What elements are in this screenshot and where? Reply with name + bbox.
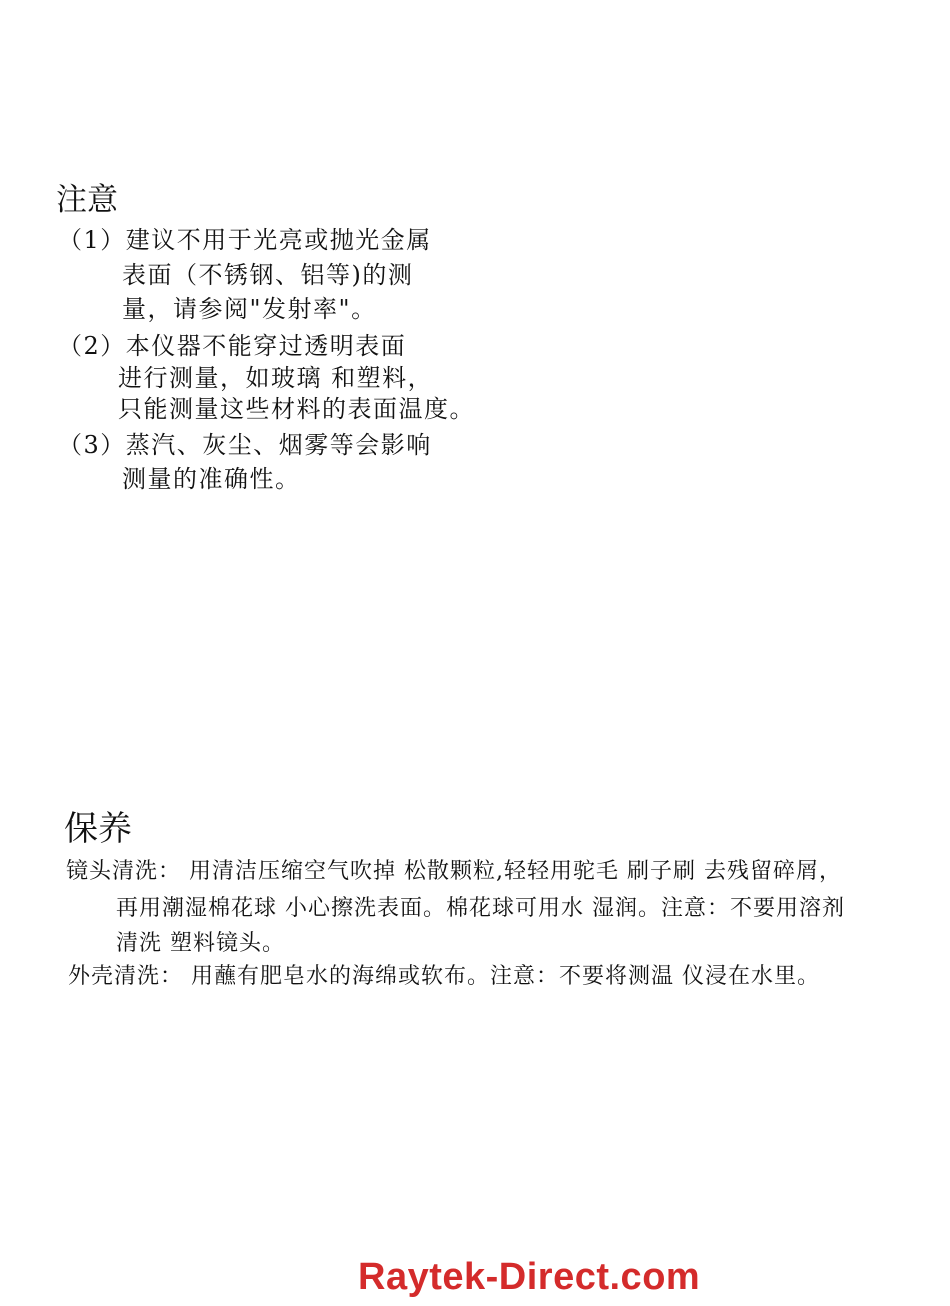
- caution-item-line: 只能测量这些材料的表面温度。: [118, 395, 475, 423]
- caution-item-line: （3）蒸汽、灰尘、烟雾等会影响: [58, 431, 432, 459]
- lens-cleaning-line: 再用潮湿棉花球 小心擦洗表面。棉花球可用水 湿润。注意：不要用溶剂: [116, 896, 845, 921]
- maintenance-heading: 保养: [64, 809, 132, 849]
- lens-cleaning-line: 镜头清洗： 用清洁压缩空气吹掉 松散颗粒,轻轻用驼毛 刷子刷 去残留碎屑，: [66, 859, 842, 884]
- caution-heading: 注意: [56, 182, 118, 218]
- caution-item-line: 测量的准确性。: [122, 465, 301, 493]
- case-cleaning-line: 外壳清洗： 用蘸有肥皂水的海绵或软布。注意：不要将测温 仪浸在水里。: [68, 964, 820, 989]
- brand-logo-text: Raytek-Direct.com: [358, 1256, 701, 1298]
- caution-item-line: （2）本仪器不能穿过透明表面: [58, 332, 407, 360]
- caution-item-line: 表面（不锈钢、铝等)的测: [122, 261, 414, 289]
- caution-item-line: （1）建议不用于光亮或抛光金属: [58, 226, 432, 254]
- lens-cleaning-line: 清洗 塑料镜头。: [116, 931, 285, 956]
- caution-item-line: 进行测量，如玻璃 和塑料，: [118, 364, 434, 392]
- caution-item-line: 量，请参阅"发射率"。: [122, 295, 377, 323]
